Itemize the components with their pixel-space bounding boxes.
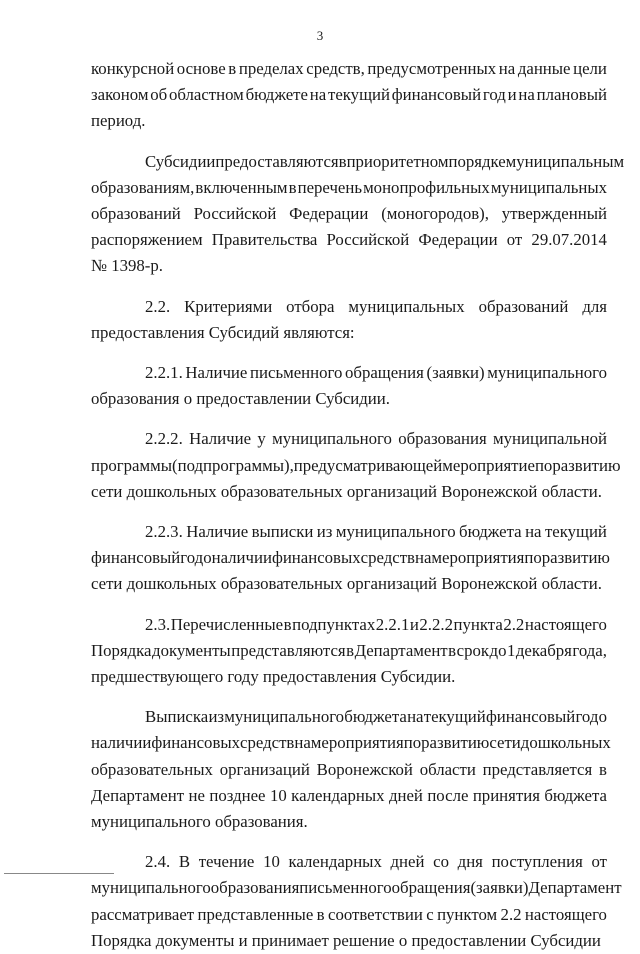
text-line [91,664,607,690]
word: со [433,852,449,872]
word: 2.2.1. [145,363,183,383]
word: дошкольных [126,574,221,594]
text-line [91,902,607,928]
word: мероприятия [431,548,525,568]
word: Выписка [145,707,209,727]
paragraph-p3 [91,360,607,412]
word: образовательных [220,481,347,501]
paragraph-p1 [91,149,625,280]
text-line [91,201,607,227]
word: предоставлении [196,389,316,409]
word: Федерации [418,230,498,250]
word: в [288,177,297,197]
word: образованиям, [91,177,195,197]
word: дошкольных [520,733,611,753]
word: являются: [283,322,355,342]
word: о [203,548,212,568]
paragraph-p8 [91,849,622,954]
word: 2.2 [503,614,525,634]
word: принимает [251,930,334,950]
word: в [599,759,607,779]
word: организаций [346,481,442,501]
word: бюджете [245,85,308,105]
word: период. [91,111,146,131]
word: включенным [195,177,288,197]
word: Наличие [189,429,252,449]
text-line [91,783,607,809]
word: бюджета [344,707,407,727]
text-line [91,730,611,756]
word: монопрофильных [363,177,490,197]
text-line [91,479,607,505]
word: по [403,733,422,753]
word: по [534,455,553,475]
word: Департамент [354,640,448,660]
word: Воронежской [441,574,542,594]
word: 1 [506,640,516,660]
word: образовательных [220,574,347,594]
word: 2.3. [145,614,171,634]
paragraph-p6 [91,612,607,691]
word: предоставления [91,322,209,342]
word: у [257,429,266,449]
word: Воронежской [316,759,413,779]
word: год [180,548,204,568]
word: году [227,667,263,687]
word: настоящего [524,614,607,634]
word: сети [91,574,127,594]
word: утвержденный [501,204,607,224]
page-number: 3 [316,28,324,43]
word: в [448,640,457,660]
word: и [238,930,252,950]
word: порядке [448,151,506,171]
word: срок [456,640,490,660]
paragraph-gap [91,690,607,704]
word: финансовых [271,548,361,568]
text-line [91,82,607,108]
word: позднее [209,785,266,805]
word: до [489,640,507,660]
word: области [419,759,476,779]
text-line [91,253,607,279]
word: на [407,707,424,727]
word: на [309,85,327,105]
word: В [178,852,191,872]
word: муниципального [272,429,392,449]
word: (заявки) [426,363,485,383]
word: муниципальных [348,296,465,316]
word: образовательных [91,759,213,779]
word: год [575,707,599,727]
word: на [525,522,542,542]
word: муниципального [487,363,607,383]
word: в [338,151,347,171]
word: Правительства [211,230,318,250]
text-line [91,320,607,346]
word: течение [198,852,255,872]
word: плановый [536,85,607,105]
word: области. [541,481,602,501]
word: в [228,59,237,78]
word: настоящего [524,904,607,924]
word: (подпрограммы), [172,455,294,475]
text-line [91,426,607,452]
word: бюджета [544,785,607,805]
text-line [91,571,607,597]
word: из [316,522,333,542]
word: муниципального [91,812,215,832]
word: 2.4. [145,852,171,872]
word: образований [91,204,181,224]
word: наличии [91,733,152,753]
word: перечень [297,177,362,197]
word: 29.07.2014 [531,230,607,250]
word: по [524,548,542,568]
word: муниципального [335,522,456,542]
word: предоставлении [411,930,531,950]
word: дня [457,852,483,872]
text-line [91,227,607,253]
word: Департамент [91,785,185,805]
word: соответствии [328,904,423,924]
word: предоставления [262,667,381,687]
word: из [208,707,225,727]
word: финансовых [151,733,241,753]
word: сети [91,481,127,501]
word: 2.2.2. [145,429,183,449]
word: № 1398-р. [91,256,163,276]
word: Департамент [528,878,622,898]
word: наличии [211,548,272,568]
word: от [506,230,523,250]
word: в [346,640,355,660]
word: развитию [421,733,490,753]
word: документы [155,930,239,950]
word: год [482,85,506,105]
word: после [427,785,469,805]
word: пределах [238,59,304,78]
word: образования [210,878,300,898]
word: дней [390,852,425,872]
word: Субсидии. [315,389,390,409]
word: дней [388,785,423,805]
text-line [91,56,607,82]
text-line [91,757,607,783]
paragraph-gap [91,135,607,149]
word: с [426,904,434,924]
word: о [183,389,197,409]
word: декабря [515,640,572,660]
word: предоставляются [215,151,339,171]
word: текущий [544,522,607,542]
word: календарных [291,785,385,805]
word: мероприятие [442,455,535,475]
word: средств [360,548,415,568]
word: для [582,296,607,316]
word: об [150,85,168,105]
text-line [91,875,622,901]
word: Порядка [91,930,156,950]
footer-rule [4,873,114,874]
word: предшествующего [91,667,228,687]
word: обращения [345,363,424,383]
paragraph-gap [91,346,607,360]
word: и [507,85,517,105]
word: программы [91,455,172,475]
word: 2.2.2 [419,614,453,634]
paragraph-p7 [91,704,611,835]
word: отбора [286,296,335,316]
text-line [91,360,607,386]
word: представляются [231,640,346,660]
word: конкурсной [91,59,175,78]
word: предусмотренных [367,59,497,78]
word: 2.2.3. [145,522,183,542]
paragraph-p2 [91,294,607,346]
word: муниципального [224,707,345,727]
word: от [591,852,607,872]
word: календарных [288,852,382,872]
word: и [409,614,419,634]
word: развитию [541,548,610,568]
word: средств, [306,59,365,78]
word: Наличие [185,363,248,383]
word: на [294,733,311,753]
paragraph-gap [91,505,607,519]
text-line [91,108,607,134]
word: Наличие [186,522,249,542]
paragraph-gap [91,835,607,849]
word: организаций [219,759,310,779]
text-line [91,519,607,545]
paragraph-gap [91,412,607,426]
word: 2.2.1 [375,614,410,634]
word: области. [541,574,602,594]
word: Критериями [184,296,273,316]
paragraph-p4 [91,426,621,505]
word: основе [176,59,226,78]
word: Порядка [91,640,152,660]
text-line [91,453,621,479]
word: финансовый [91,548,181,568]
word: предусматривающей [293,455,443,475]
text-line [91,545,610,571]
word: на [498,59,516,78]
word: муниципальным [505,151,625,171]
word: бюджета [459,522,522,542]
text-line [91,149,625,175]
document-body [91,56,625,954]
text-line [91,175,607,201]
text-line [91,612,607,638]
word: Субсидии [530,930,601,950]
word: на [518,85,535,105]
word: Воронежской [441,481,542,501]
word: пунктом [437,904,498,924]
word: письменного [299,878,392,898]
paragraph-gap [91,280,607,294]
text-line [91,638,607,664]
word: документы [152,640,231,660]
word: года, [572,640,607,660]
word: образования. [214,812,308,832]
word: образования [398,429,487,449]
paragraph-p5 [91,519,610,598]
word: решение [333,930,399,950]
word: пункта [453,614,503,634]
text-line [91,294,607,320]
word: муниципальной [493,429,607,449]
word: (заявки) [470,878,529,898]
word: не [188,785,205,805]
word: (моногородов), [381,204,489,224]
word: средств [240,733,295,753]
word: 10 [269,785,287,805]
word: муниципального [91,878,211,898]
word: мероприятия [310,733,404,753]
word: Субсидий [208,322,284,342]
word: поступления [491,852,583,872]
word: на [414,548,432,568]
word: выписки [251,522,314,542]
word: дошкольных [126,481,221,501]
word: Субсидии. [380,667,456,687]
word: представляется [482,759,593,779]
word: в [316,904,325,924]
text-line [91,809,607,835]
word: Перечисленные [170,614,284,634]
word: данные [517,59,571,78]
text-line [91,928,607,954]
word: областном [168,85,244,105]
word: 2.2. [145,296,171,316]
word: образования [91,389,184,409]
word: Субсидии [145,151,216,171]
word: о [598,707,607,727]
text-line [91,386,607,412]
word: принятия [472,785,540,805]
word: 2.2 [500,904,522,924]
word: финансовый [391,85,482,105]
word: развитию [552,455,621,475]
word: цели [573,59,607,78]
word: Российской [193,204,277,224]
word: образований [478,296,569,316]
word: представленные [197,904,314,924]
word: письменного [250,363,343,383]
word: организаций [346,574,442,594]
word: распоряжением [91,230,203,250]
word: текущий [327,85,390,105]
word: Российской [326,230,410,250]
word: рассматривает [91,904,195,924]
text-line [91,849,607,875]
paragraph-p0 [91,56,607,135]
word: сети [489,733,521,753]
word: Федерации [289,204,369,224]
word: приоритетном [346,151,449,171]
word: 10 [263,852,280,872]
word: в [283,614,292,634]
paragraph-gap [91,598,607,612]
word: законом [91,85,149,105]
word: текущий [423,707,486,727]
word: финансовый [485,707,576,727]
word: муниципальных [490,177,607,197]
word: обращения [391,878,471,898]
word: подпунктах [292,614,376,634]
word: о [398,930,412,950]
text-line [91,704,607,730]
